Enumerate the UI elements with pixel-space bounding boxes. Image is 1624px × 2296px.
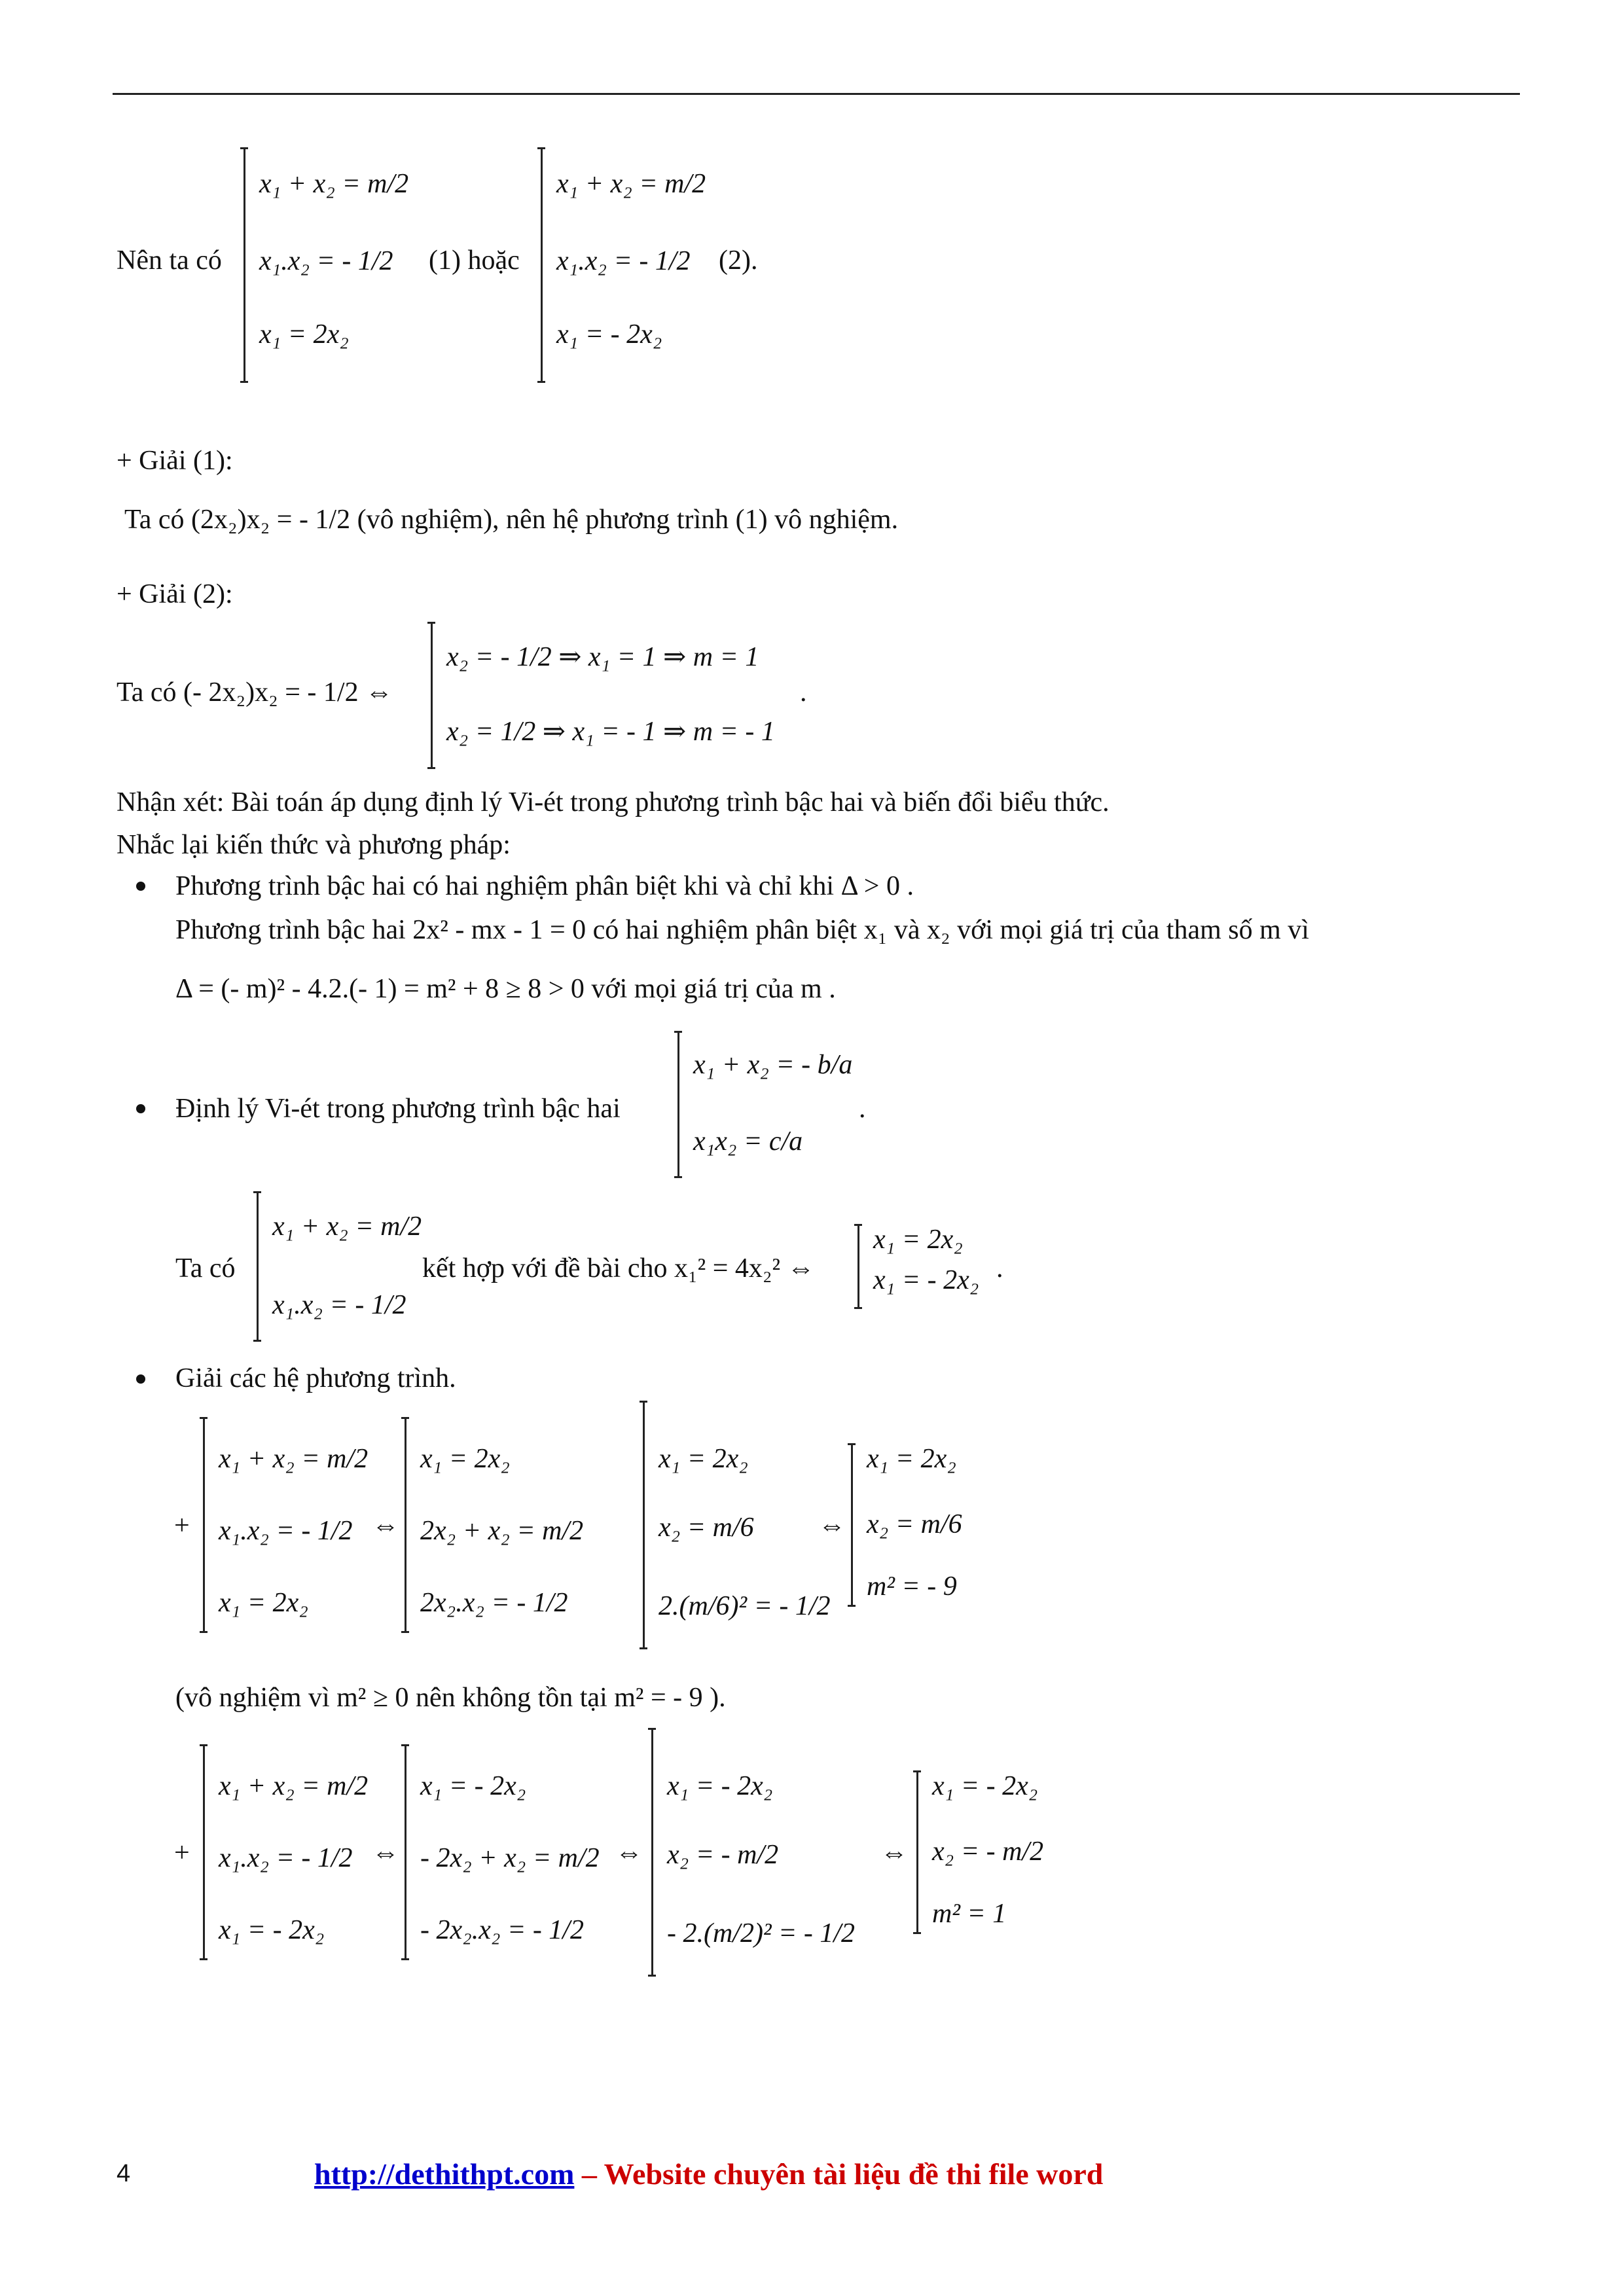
chainB-system-3: [651, 1728, 867, 1977]
header-rule: [113, 93, 1520, 95]
solve2-case-1: x₂ = - 1/2 ⇒ x₁ = 1 ⇒ m = 1: [446, 642, 759, 672]
chainB-s4-row-3: m² = 1: [932, 1899, 1007, 1929]
vieta-system: [677, 1031, 853, 1178]
block1-label1: (1) hoặc: [429, 245, 520, 276]
sys1-row-2: x₁.x₂ = - 1/2: [259, 246, 393, 276]
footer: [314, 2157, 1103, 2191]
vieta-row-1: x₁ + x₂ = - b/a: [693, 1050, 853, 1080]
sys1-row-3: x₁ = 2x₂: [259, 319, 349, 350]
chainB-iff-2: ⇔: [615, 1838, 643, 1868]
combine-system: [257, 1191, 420, 1342]
chainA-note: (vô nghiệm vì m² ≥ 0 nên không tồn tại m² = - 9 ).: [175, 1683, 726, 1713]
combine-mid: kết hợp với đề bài cho x₁² = 4x₂² ⇔: [422, 1253, 815, 1283]
remark: Nhận xét: Bài toán áp dụng định lý Vi-ét trong phương trình bậc hai và biến đổi biểu thức.: [117, 787, 1110, 817]
chainB-system-2: [405, 1744, 621, 1960]
chainA-s4-row-3: m² = - 9: [867, 1571, 957, 1602]
vieta-row-2: x₁x₂ = c/a: [693, 1126, 803, 1157]
chainB-iff-1: ⇔: [372, 1838, 399, 1868]
bullet3-text: Giải các hệ phương trình.: [175, 1363, 456, 1393]
solve1-line: Ta có (2x₂)x₂ = - 1/2 (vô nghiệm), nên hệ phương trình (1) vô nghiệm.: [124, 505, 899, 535]
chainB-s1-row-1: x₁ + x₂ = m/2: [219, 1771, 369, 1801]
chainB-plus: +: [174, 1838, 190, 1868]
chainA-s4-row-1: x₁ = 2x₂: [867, 1444, 956, 1474]
sys1-row-1: x₁ + x₂ = m/2: [259, 169, 409, 199]
chainA-s4-row-2: x₂ = m/6: [867, 1509, 962, 1539]
chainA-s2-row-1: x₁ = 2x₂: [420, 1444, 510, 1474]
chainA-s1-row-3: x₁ = 2x₂: [219, 1588, 308, 1618]
chainB-s4-row-2: x₂ = - m/2: [932, 1837, 1044, 1867]
bullet-marker-2: [136, 1104, 145, 1113]
solve2-end: .: [800, 677, 807, 708]
footer-link[interactable]: http://dethithpt.com: [314, 2157, 575, 2191]
recall: Nhắc lại kiến thức và phương pháp:: [117, 830, 511, 860]
chainA-system-2: [405, 1417, 621, 1633]
combine-row-2: x₁.x₂ = - 1/2: [272, 1290, 406, 1320]
chainA-s2-row-3: 2x₂.x₂ = - 1/2: [420, 1588, 568, 1618]
chainB-s4-row-1: x₁ = - 2x₂: [932, 1771, 1038, 1801]
chainB-iff-3: ⇔: [880, 1838, 908, 1868]
solve2-lead: Ta có (- 2x₂)x₂ = - 1/2 ⇔: [117, 677, 393, 708]
bullet1-line2: Phương trình bậc hai 2x² - mx - 1 = 0 có hai nghiệm phân biệt x₁ và x₂ với mọi giá trị của tham số m vì: [175, 915, 1309, 945]
chainB-system-4: [916, 1770, 1087, 1934]
block1-lead: Nên ta có: [117, 245, 222, 276]
bullet-marker-3: [136, 1374, 145, 1384]
combine-case-2: x₁ = - 2x₂: [873, 1265, 979, 1295]
bullet1-line1: Phương trình bậc hai có hai nghiệm phân biệt khi và chỉ khi Δ > 0 .: [175, 871, 914, 901]
bullet1-line3: Δ = (- m)² - 4.2.(- 1) = m² + 8 ≥ 8 > 0 với mọi giá trị của m .: [175, 974, 836, 1004]
footer-tagline: – Website chuyên tài liệu đề thi file word: [574, 2157, 1104, 2191]
chainA-s1-row-2: x₁.x₂ = - 1/2: [219, 1516, 353, 1546]
chainA-s3-row-2: x₂ = m/6: [659, 1513, 754, 1543]
system-1: [244, 147, 414, 383]
chainA-plus: +: [174, 1511, 190, 1541]
chainB-s1-row-2: x₁.x₂ = - 1/2: [219, 1843, 353, 1873]
chainA-s2-row-2: 2x₂ + x₂ = m/2: [420, 1516, 584, 1546]
chainB-s3-row-1: x₁ = - 2x₂: [667, 1771, 773, 1801]
chainA-system-3: [643, 1401, 839, 1649]
chainA-s3-row-1: x₁ = 2x₂: [659, 1444, 748, 1474]
chainA-system-1: [203, 1417, 367, 1633]
combine-lead: Ta có: [175, 1253, 236, 1283]
sys2-row-2: x₁.x₂ = - 1/2: [556, 246, 691, 276]
chainA-iff-2: ⇔: [818, 1511, 846, 1541]
bullet2-end: .: [859, 1094, 866, 1124]
chainB-s2-row-3: - 2x₂.x₂ = - 1/2: [420, 1915, 584, 1945]
system-2: [541, 147, 724, 383]
page-number: 4: [117, 2160, 131, 2187]
solve1-heading: + Giải (1):: [117, 446, 233, 476]
chainA-s3-row-3: 2.(m/6)² = - 1/2: [659, 1591, 831, 1621]
sys2-row-1: x₁ + x₂ = m/2: [556, 169, 706, 199]
chainB-s2-row-2: - 2x₂ + x₂ = m/2: [420, 1843, 600, 1873]
chainA-iff-1: ⇔: [372, 1511, 399, 1541]
chainB-s1-row-3: x₁ = - 2x₂: [219, 1915, 325, 1945]
solve2-case-2: x₂ = 1/2 ⇒ x₁ = - 1 ⇒ m = - 1: [446, 717, 775, 747]
bullet-marker-1: [136, 882, 145, 891]
chainB-s2-row-1: x₁ = - 2x₂: [420, 1771, 526, 1801]
chainB-s3-row-3: - 2.(m/2)² = - 1/2: [667, 1918, 856, 1948]
combine-end: .: [996, 1253, 1003, 1283]
bullet2-text: Định lý Vi-ét trong phương trình bậc hai: [175, 1094, 621, 1124]
solve2-cases: [431, 622, 837, 769]
chainB-system-1: [203, 1744, 367, 1960]
solve2-heading: + Giải (2):: [117, 579, 233, 609]
chainB-s3-row-2: x₂ = - m/2: [667, 1840, 779, 1870]
combine-row-1: x₁ + x₂ = m/2: [272, 1211, 422, 1242]
block1-label2: (2).: [719, 245, 758, 276]
sys2-row-3: x₁ = - 2x₂: [556, 319, 662, 350]
combine-case-1: x₁ = 2x₂: [873, 1225, 963, 1255]
chainA-system-4: [851, 1443, 1015, 1607]
chainA-s1-row-1: x₁ + x₂ = m/2: [219, 1444, 369, 1474]
